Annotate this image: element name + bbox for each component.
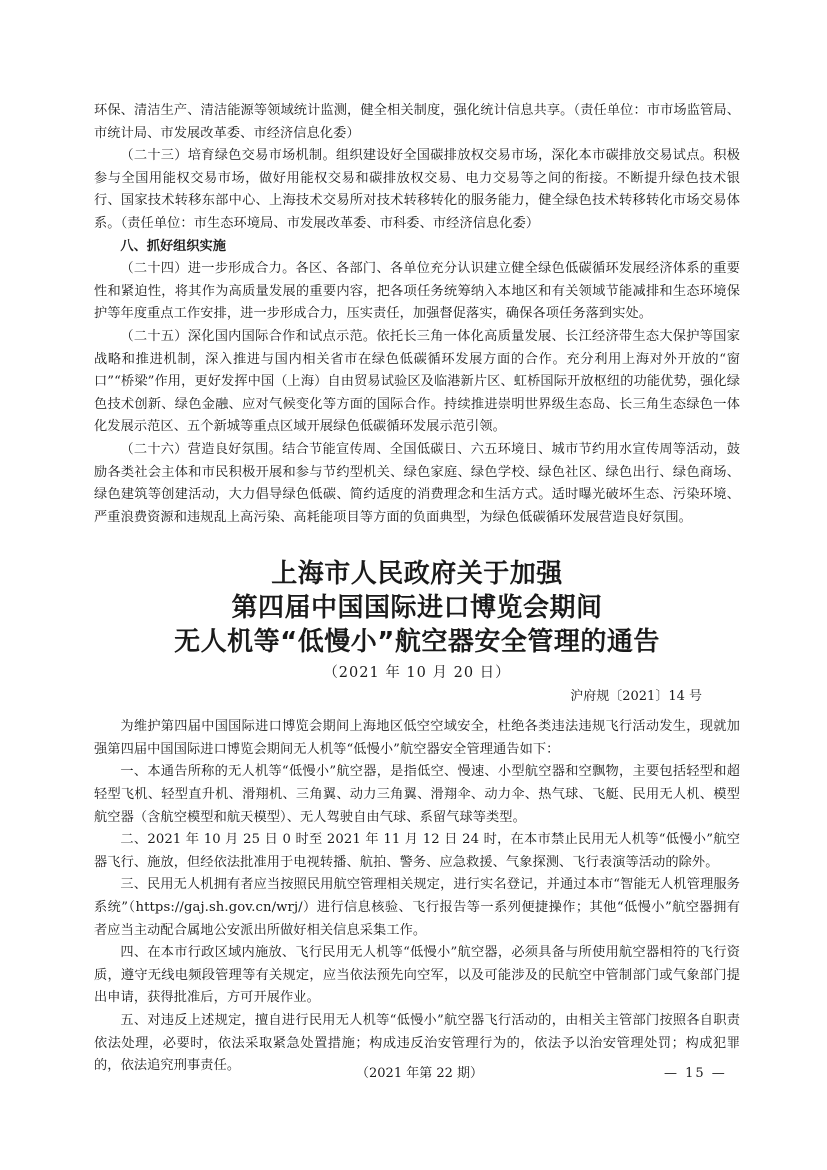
notice-item-5: 五、对违反上述规定，擅自进行民用无人机等“低慢小”航空器飞行活动的，由相关主管部门按照各自职责依法处理，必要时，依法采取紧急处置措施；构成违反治安管理行为的，依法予以治安管理处罚；构成犯罪的，依法追究刑事责任。 bbox=[94, 1013, 740, 1074]
notice-title-line-2: 第四届中国国际进口博览会期间 bbox=[231, 593, 603, 624]
paragraph-23 bbox=[94, 145, 740, 235]
paragraph-26-text: 结合节能宣传周、全国低碳日、六五环境日、城市节约用水宣传周等活动，鼓励各类社会主体和市民积极开展和参与节约型机关、绿色家庭、绿色学校、绿色社区、绿色出行、绿色商场、绿色建筑等创建活动，大力倡导绿色低碳、简约适度的消费理念和生活方式。适时曝光破坏生态、污染环境、严重浪费资源和违规乱上高污染、高耗能项目等方面的负面典型，为绿色低碳循环发展营造良好氛围。 bbox=[94, 441, 740, 525]
paragraph-25 bbox=[94, 326, 740, 439]
notice-date: （2021 年 10 月 20 日） bbox=[323, 665, 511, 682]
notice-item-4: 四、在本市行政区域内施放、飞行民用无人机等“低慢小”航空器，必须具备与所使用航空器相符的飞行资质，遵守无线电频段管理等有关规定，应当依法预先向空军，以及可能涉及的民航空中管制部门或气象部门提出申请，获得批准后，方可开展作业。 bbox=[94, 945, 740, 1006]
paragraph-24-text: 各区、各部门、各单位充分认识建立健全绿色低碳循环发展经济体系的重要性和紧迫性，将其作为高质量发展的重要内容，把各项任务统筹纳入本地区和有关领域节能减排和生态环境保护等年度重点工作安排，进一步形成合力，压实责任，加强督促落实，确保各项任务落到实处。 bbox=[94, 261, 740, 322]
notice-item-3: 三、民用无人机拥有者应当按照民用航空管理相关规定，进行实名登记，并通过本市“智能无人机管理服务系统”（https://gaj.sh.gov.cn/wrj/）进行信息核验、飞行报告等一系列便捷操作；其他“低慢小”航空器拥有者应当主动配合属地公安派出所做好相关信息采集工作。 bbox=[94, 877, 740, 938]
paragraph-24 bbox=[94, 258, 740, 326]
continued-paragraph: 环保、清洁生产、清洁能源等领域统计监测，健全相关制度，强化统计信息共享。（责任单位：市市场监管局、市统计局、市发展改革委、市经济信息化委） bbox=[94, 103, 740, 141]
paragraph-26 bbox=[94, 439, 740, 529]
notice-title-line-3: 无人机等“低慢小”航空器安全管理的通告 bbox=[174, 627, 660, 658]
paragraph-25-label: （二十五）深化国内国际合作和试点示范。 bbox=[120, 328, 377, 344]
paragraph-23-label: （二十三）培育绿色交易市场机制。 bbox=[120, 148, 336, 164]
page-number: — 15 — bbox=[664, 1066, 727, 1081]
page-content bbox=[94, 100, 740, 1078]
notice-item-1: 一、本通告所称的无人机等“低慢小”航空器，是指低空、慢速、小型航空器和空飘物，主要包括轻型和超轻型飞机、轻型直升机、滑翔机、三角翼、动力三角翼、滑翔伞、动力伞、热气球、飞艇、民用无人机、模型航空器（含航空模型和航天模型）、无人驾驶自由气球、系留气球等类型。 bbox=[94, 764, 740, 825]
notice-item-2: 二、2021 年 10 月 25 日 0 时至 2021 年 11 月 12 日 24 时，在本市禁止民用无人机等“低慢小”航空器飞行、施放，但经依法批准用于电视转播、航拍、警务、应急救援、气象探测、飞行表演等活动的除外。 bbox=[94, 832, 740, 870]
paragraph-23-text: 组织建设好全国碳排放权交易市场，深化本市碳排放交易试点。积极参与全国用能权交易市场，做好用能权交易和碳排放权交易、电力交易等之间的衔接。不断提升绿色技术银行、国家技术转移东部中心、上海技术交易所对技术转移转化的服务能力，健全绿色技术转移转化市场交易体系。（责任单位：市生态环境局、市发展改革委、市科委、市经济信息化委） bbox=[94, 148, 740, 231]
paragraph-24-label: （二十四）进一步形成合力。 bbox=[120, 261, 296, 277]
issue-label: （2021 年第 22 期） bbox=[356, 1066, 484, 1081]
document-number: 沪府规〔2021〕14 号 bbox=[570, 689, 702, 705]
paragraph-26-label: （二十六）营造良好氛围。 bbox=[120, 441, 283, 457]
section-heading-8: 八、抓好组织实施 bbox=[120, 238, 226, 254]
notice-title-block bbox=[94, 557, 740, 684]
notice-title-line-1: 上海市人民政府关于加强 bbox=[271, 559, 563, 590]
notice-intro: 为维护第四届中国国际进口博览会期间上海地区低空空域安全，杜绝各类违法违规飞行活动发生，现就加强第四届中国国际进口博览会期间无人机等“低慢小”航空器安全管理通告如下： bbox=[94, 719, 740, 757]
paragraph-25-text: 依托长三角一体化高质量发展、长江经济带生态大保护等国家战略和推进机制，深入推进与国内相关省市在绿色低碳循环发展方面的合作。充分利用上海对外开放的“窗口”“桥梁”作用，更好发挥中国（上海）自由贸易试验区及临港新片区、虹桥国际开放枢纽的功能优势，强化绿色技术创新、绿色金融、应对气候变化等方面的国际合作。持续推进崇明世界级生态岛、长三角生态绿色一体化发展示范区、五个新城等重点区域开展绿色低碳循环发展示范引领。 bbox=[94, 328, 740, 435]
